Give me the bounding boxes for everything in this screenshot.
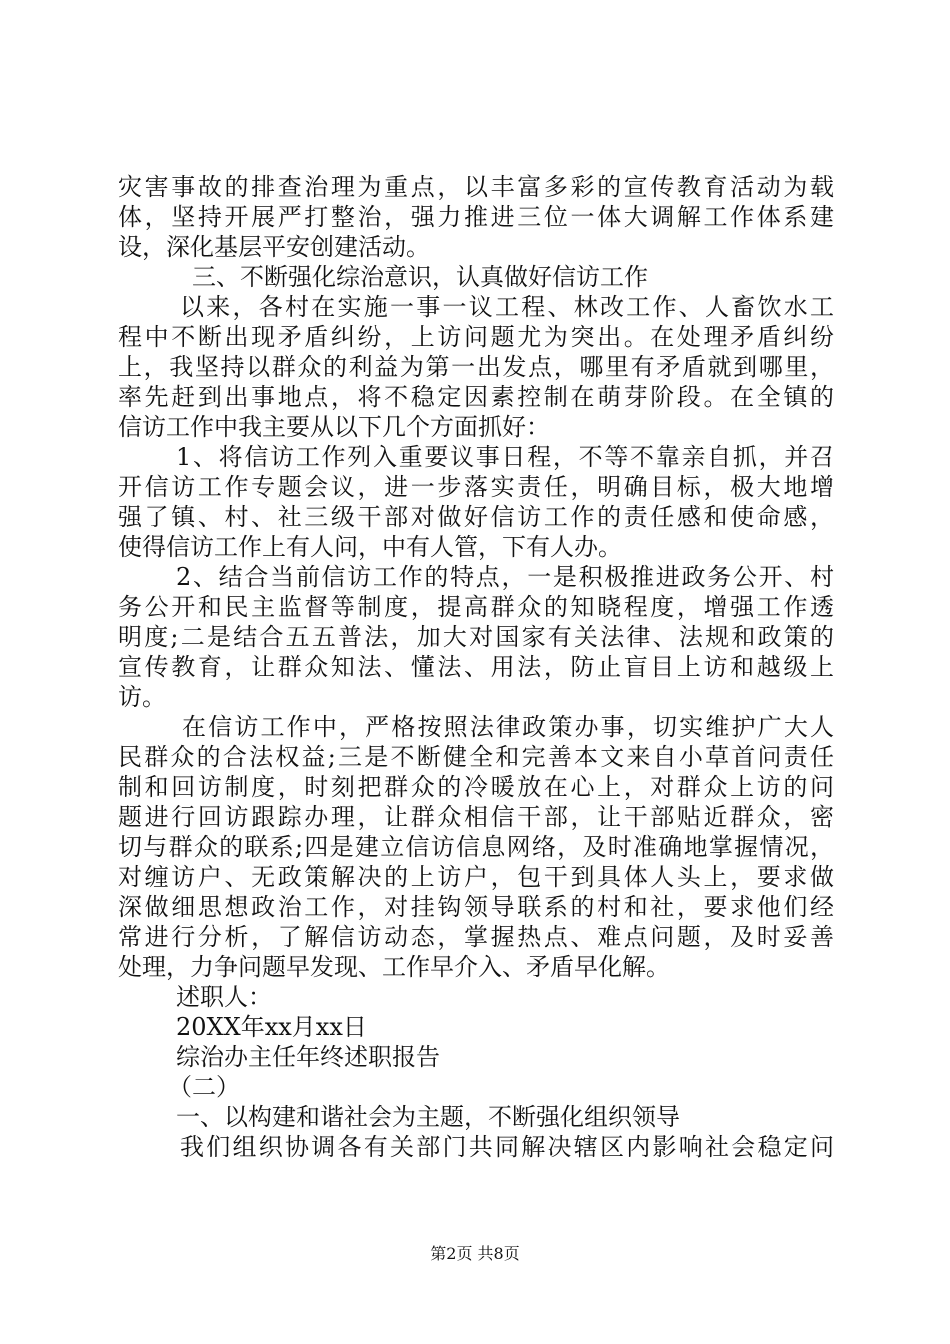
- text-line: 务公开和民主监督等制度，提高群众的知晓程度，增强工作透: [118, 593, 834, 621]
- text-line: 上，我坚持以群众的利益为第一出发点，哪里有矛盾就到哪里，: [118, 353, 834, 381]
- text-line: 题进行回访跟踪办理，让群众相信干部，让干部贴近群众，密: [118, 803, 834, 831]
- text-line: 设，深化基层平安创建活动。: [118, 233, 430, 261]
- page-footer: 第2页 共8页: [430, 1244, 520, 1263]
- text-line: 常进行分析，了解信访动态，掌握热点、难点问题，及时妥善: [118, 923, 834, 951]
- text-line: 强了镇、村、社三级干部对做好信访工作的责任感和使命感，: [118, 503, 834, 531]
- text-line: 一、以构建和谐社会为主题，不断强化组织领导: [176, 1103, 680, 1131]
- text-line: 使得信访工作上有人问，中有人管，下有人办。: [118, 533, 622, 561]
- text-line: 程中不断出现矛盾纠纷，上访问题尤为突出。在处理矛盾纠纷: [118, 323, 834, 351]
- text-line: 2、结合当前信访工作的特点，一是积极推进政务公开、村: [176, 563, 834, 591]
- text-line: 访。: [118, 683, 166, 711]
- text-line: （二）: [168, 1073, 240, 1101]
- text-line: 深做细思想政治工作，对挂钩领导联系的村和社，要求他们经: [118, 893, 834, 921]
- text-line: 述职人：: [176, 983, 272, 1011]
- text-line: 综治办主任年终述职报告: [176, 1043, 440, 1071]
- text-line: 1、将信访工作列入重要议事日程，不等不靠亲自抓，并召: [176, 443, 834, 471]
- document-body: [118, 172, 834, 1162]
- text-line: 处理，力争问题早发现、工作早介入、矛盾早化解。: [118, 953, 670, 981]
- text-line: 在信访工作中，严格按照法律政策办事，切实维护广大人: [182, 713, 834, 741]
- text-line: 民群众的合法权益;三是不断健全和完善本文来自小草首问责任: [118, 743, 834, 771]
- text-line: 制和回访制度，时刻把群众的冷暖放在心上，对群众上访的问: [118, 773, 834, 801]
- text-line: 率先赶到出事地点，将不稳定因素控制在萌芽阶段。在全镇的: [118, 383, 834, 411]
- text-line: 体，坚持开展严打整治，强力推进三位一体大调解工作体系建: [118, 203, 834, 231]
- text-line: 灾害事故的排查治理为重点，以丰富多彩的宣传教育活动为载: [118, 173, 834, 201]
- text-line: 我们组织协调各有关部门共同解决辖区内影响社会稳定问: [180, 1133, 834, 1161]
- text-line: 对缠访户、无政策解决的上访户，包干到具体人头上，要求做: [118, 863, 834, 891]
- text-line: 明度;二是结合五五普法，加大对国家有关法律、法规和政策的: [118, 623, 834, 651]
- text-line: 信访工作中我主要从以下几个方面抓好：: [118, 413, 550, 441]
- text-line: 以来，各村在实施一事一议工程、林改工作、人畜饮水工: [180, 293, 834, 321]
- text-line: 宣传教育，让群众知法、懂法、用法，防止盲目上访和越级上: [118, 653, 834, 681]
- text-line: 切与群众的联系;四是建立信访信息网络，及时准确地掌握情况，: [118, 833, 834, 861]
- text-line: 20XX年xx月xx日: [176, 1013, 367, 1041]
- text-line: 开信访工作专题会议，进一步落实责任，明确目标，极大地增: [118, 473, 834, 501]
- text-line: 三、不断强化综治意识，认真做好信访工作: [192, 263, 648, 291]
